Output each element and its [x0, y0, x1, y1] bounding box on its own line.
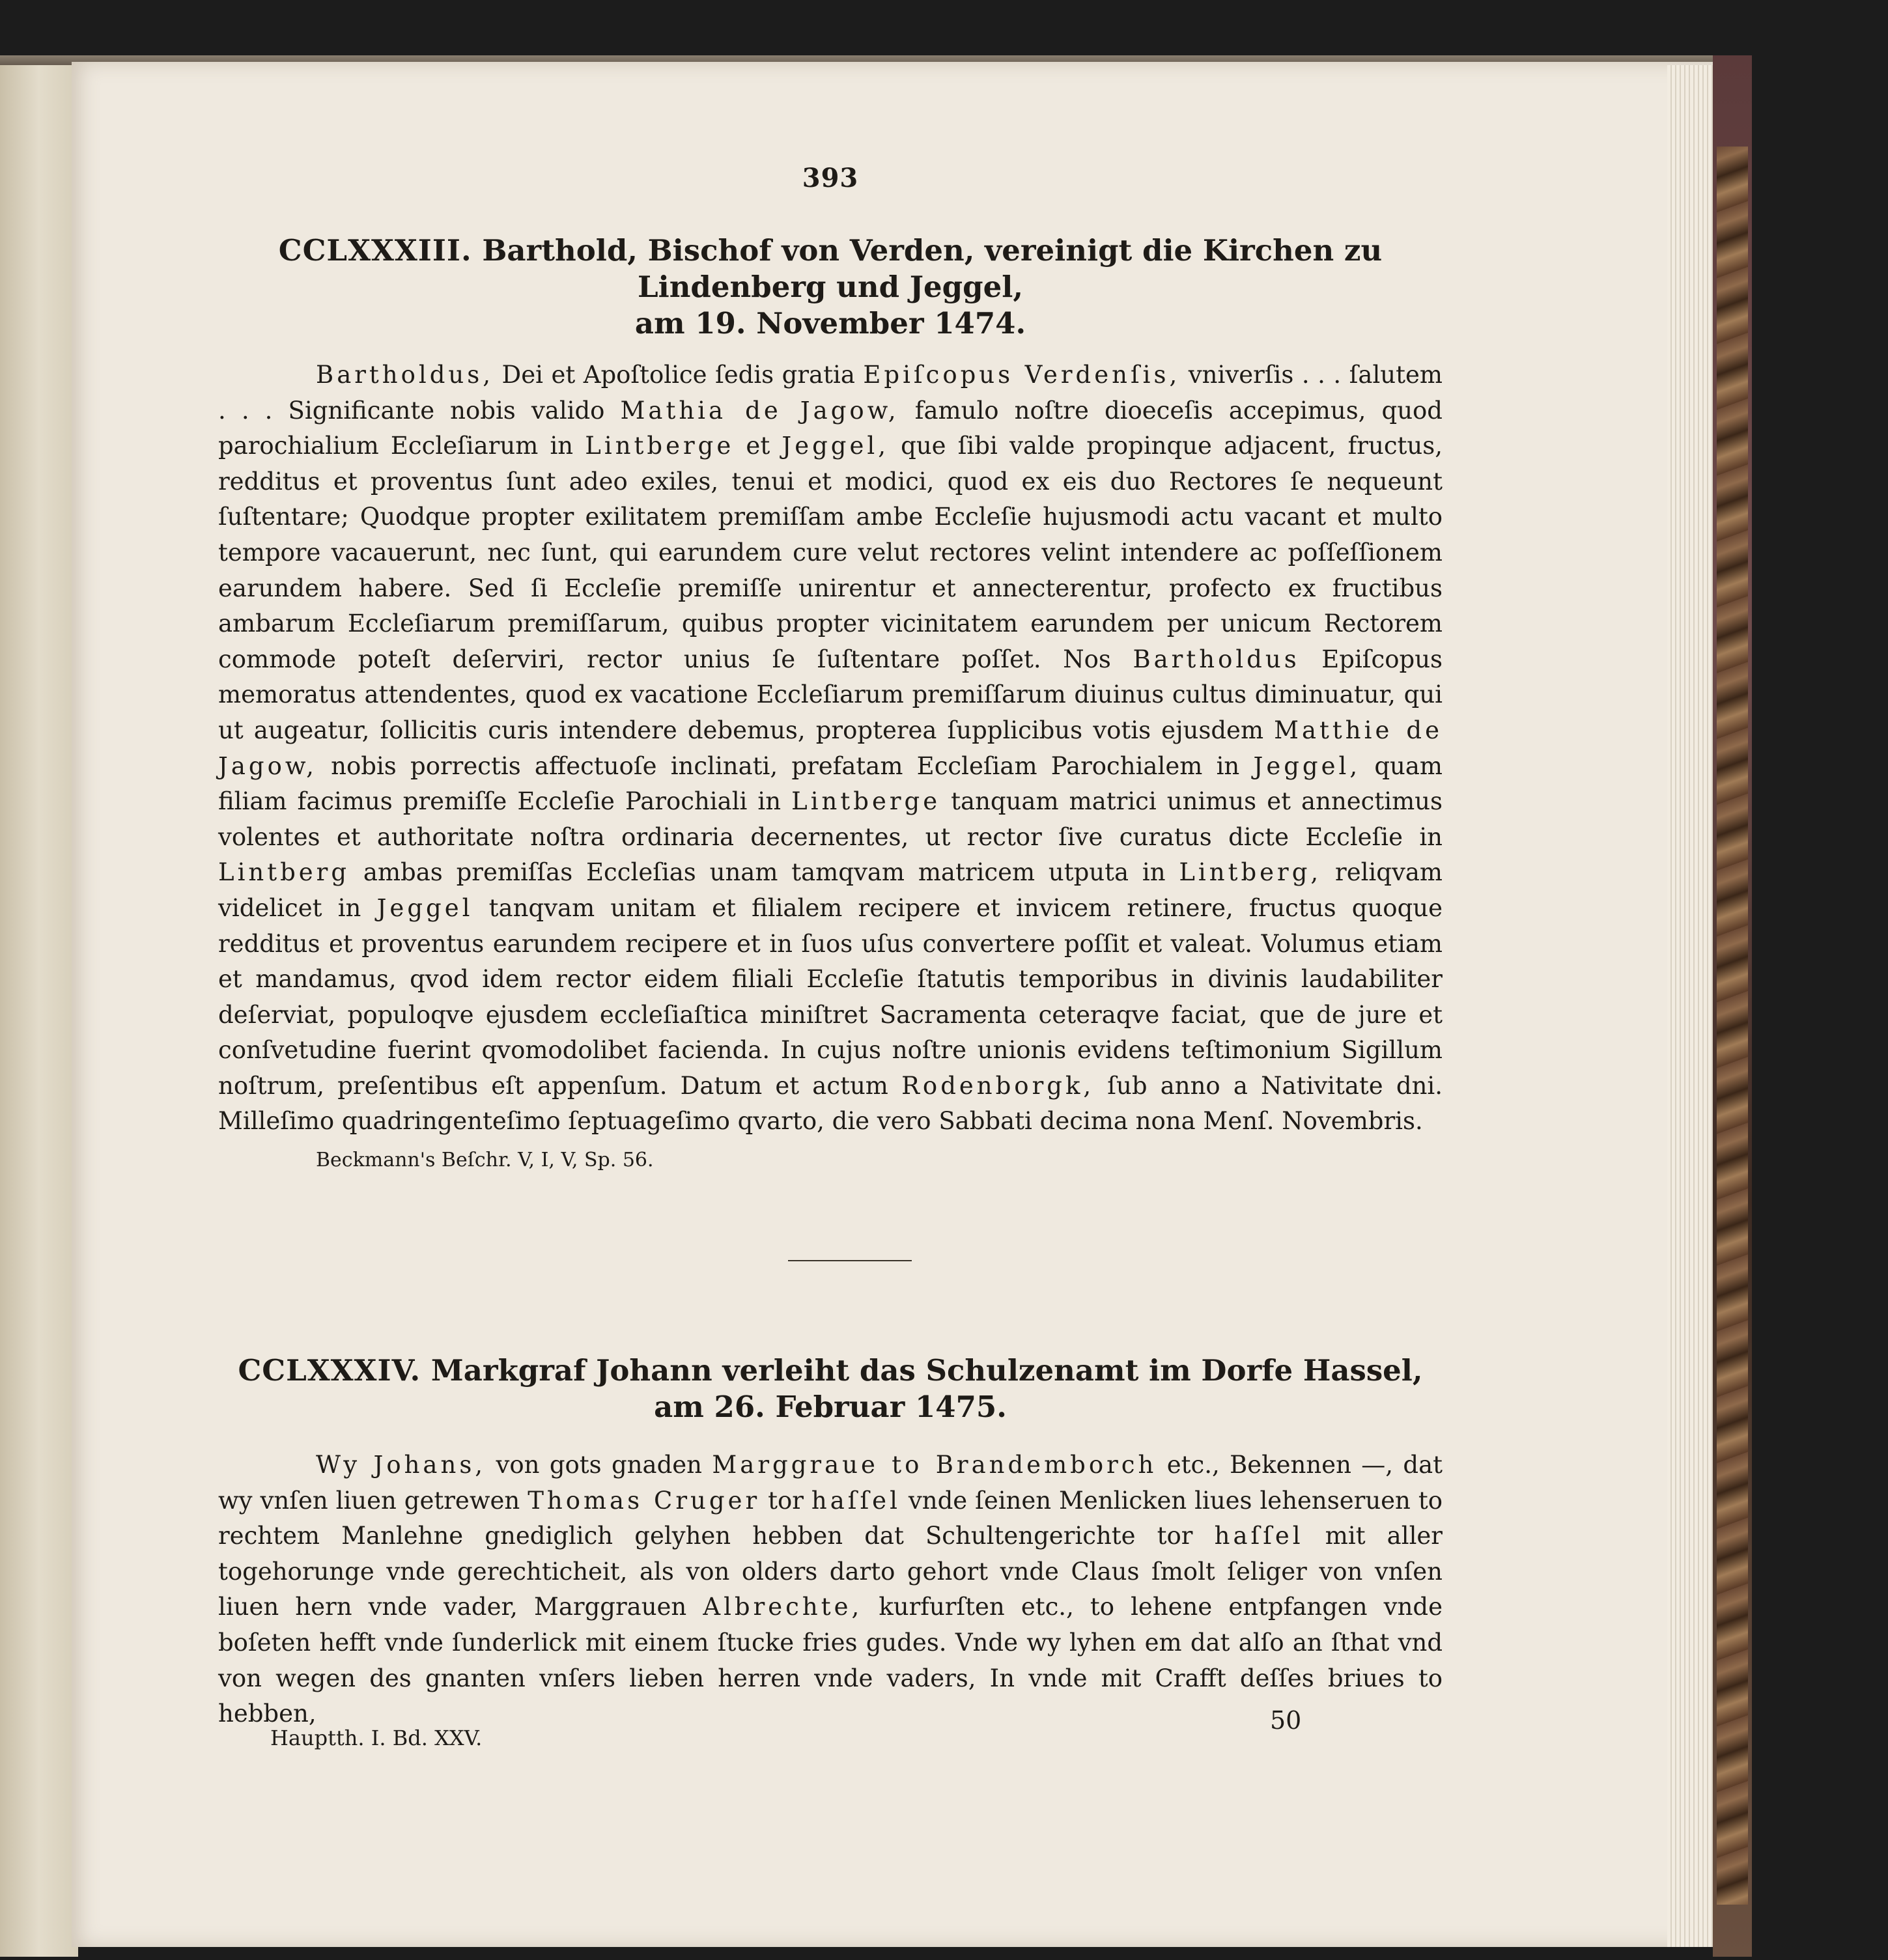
doc-1-title: Barthold, Bischof von Verden, vereinigt die Kirchen zu Lindenberg und Jeggel, [482, 233, 1383, 304]
doc-2-title: Markgraf Johann verleiht das Schulzenamt im Dorfe Hassel, [430, 1353, 1423, 1388]
doc-2-body [218, 1448, 1443, 1732]
place-jeggel: Jeggel [376, 893, 473, 922]
text-span: ambas premiſſas Eccleſias unam tamqvam matricem utputa in [350, 858, 1179, 887]
text-span: vniverſis . . . ſalutem . . . Significante nobis valido [218, 361, 1443, 425]
place-hassel: haſſel [811, 1486, 901, 1515]
place-lintberg: Lintberg [218, 858, 350, 887]
name-bartholdus: Bartholdus [1133, 645, 1300, 673]
text-span: nobis porrectis affectuoſe inclinati, prefatam Eccleſiam Parochialem in [317, 751, 1254, 780]
text-span: von gots gnaden [486, 1451, 712, 1479]
name-wy-johans: Wy Johans, [316, 1451, 486, 1479]
doc-1-source: Beckmann's Beſchr. V, I, V, Sp. 56. [316, 1149, 654, 1172]
name-matthie-de-jagow: Matthie de Jagow, [218, 716, 1443, 780]
text-span: reliqvam videlicet in [218, 858, 1443, 922]
page-edges [1667, 65, 1713, 1947]
signature-mark: Hauptth. I. Bd. XXV. [270, 1726, 483, 1750]
place-rodenborgk: Rodenborgk, [901, 1071, 1095, 1100]
name-bartholdus: Bartholdus, [316, 361, 494, 389]
text-span: Epiſcopus memoratus attendentes, quod ex vacatione Eccleſiarum premiſſarum diuinus cultus diminuatur, qui ut augeatur, ſollicitis curis intendere debemus, propterea ſupplicibus votis ejusdem [218, 645, 1443, 744]
doc-2-numeral: CCLXXXIV. [238, 1353, 421, 1388]
text-span: famulo noſtre dioeceſis accepimus, quod parochialium Eccleſiarum in [218, 396, 1443, 460]
text-span: tanquam matrici unimus et annectimus volentes et authoritate noſtra ordinaria decernentes, ut rector ſive curatus dicte Eccleſie in [218, 787, 1443, 851]
name-episcopus-verdensis: Epiſcopus Verdenſis, [863, 361, 1181, 389]
text-span: mit aller togehorunge vnde gerechticheit, als von olders darto gehort vnde Claus ſmolt ſeliger von vnſen liuen hern vnde vader, Marggrauen [218, 1522, 1443, 1621]
name-thomas-cruger: Thomas Cruger [528, 1486, 761, 1515]
doc-1-date: am 19. November 1474. [634, 306, 1026, 341]
name-albrechte: Albrechte, [703, 1593, 863, 1621]
doc-1-numeral: CCLXXXIII. [278, 233, 472, 268]
marbled-cover [1717, 147, 1748, 1905]
sheet-number: 50 [1270, 1706, 1302, 1735]
left-page-strip [0, 65, 78, 1957]
text-span: Dei et Apoſtolice ſedis gratia [494, 361, 864, 389]
text-span: tor [760, 1486, 811, 1515]
doc-1-heading [218, 232, 1443, 342]
place-lintberge: Lintberge [585, 432, 735, 460]
place-jeggel: Jeggel, [782, 432, 889, 460]
name-marggraue-to-brandemborch: Marggraue to Brandemborch [712, 1451, 1157, 1479]
doc-1-body [218, 357, 1443, 1140]
book-cover [1713, 55, 1752, 1957]
page-content [218, 163, 1443, 1732]
text-span: etc., Bekennen —, dat wy vnſen liuen getrewen [218, 1451, 1443, 1515]
text-span: tanqvam unitam et filialem recipere et invicem retinere, fructus quoque redditus et proventus earundem recipere et in ſuos uſus convertere poſſit et valeat. Volumus etiam et mandamus, qvod idem rector eidem filiali Eccleſie ſtatutis temporibus in divinis laudabiliter deſerviat, populoqve ejusdem eccleſiaſtica miniſtret Sacramenta ceteraqve faciat, que de jure et conſvetudine fuerint qvomodolibet facienda. In cujus noſtre unionis evidens teſtimonium Sigillum noſtrum, preſentibus eſt appenſum. Datum et actum [218, 893, 1443, 1100]
name-mathia-de-jagow: Mathia de Jagow, [620, 396, 899, 425]
place-lintberg: Lintberg, [1179, 858, 1322, 887]
text-span: kurfurſten etc., to lehene entpfangen vnde boſeten hefft vnde ſunderlick mit einem ſtucke fries gudes. Vnde wy lyhen em dat alſo an ſthat vnd von wegen des gnanten vnſers lieben herren vnde vaders, In vnde mit Crafft deſſes briues to hebben, [218, 1593, 1443, 1728]
doc-2-heading [218, 1352, 1443, 1425]
place-lintberge: Lintberge [791, 787, 941, 816]
doc-2-date: am 26. Februar 1475. [654, 1390, 1007, 1425]
text-span: quam filiam facimus premiſſe Eccleſie Parochiali in [218, 751, 1443, 816]
text-span: et [734, 432, 782, 460]
text-span: que ſibi valde propinque adjacent, fructus, redditus et proventus ſunt adeo exiles, tenui et modici, quod ex eis duo Rectores ſe nequeunt ſuſtentare; Quodque propter exilitatem premiſſam ambe Eccleſie hujusmodi actu vacant et multo tempore vacauerunt, nec ſunt, qui earundem cure velut rectores velint intendere ac poſſeſſionem earundem habere. Sed ſi Eccleſie premiſſe unirentur et annecterentur, profecto ex fructibus ambarum Eccleſiarum premiſſarum, quibus propter vicinitatem earundem per unicum Rectorem commode poteſt deſerviri, rector unius ſe ſuſtentare poſſet. Nos [218, 432, 1443, 673]
section-divider [788, 1260, 912, 1261]
text-span: ſub anno a Nativitate dni. Milleſimo quadringenteſimo ſeptuageſimo qvarto, die vero Sabbati decima nona Menſ. Novembris. [218, 1071, 1443, 1136]
page-number: 393 [802, 163, 859, 193]
text-span: vnde ſeinen Menlicken liues lehenseruen to rechtem Manlehne gnedigliсh gelyhen hebben dat Schultengerichte tor [218, 1486, 1443, 1550]
place-hassel: haſſel [1214, 1522, 1304, 1550]
place-jeggel: Jeggel, [1253, 751, 1361, 780]
